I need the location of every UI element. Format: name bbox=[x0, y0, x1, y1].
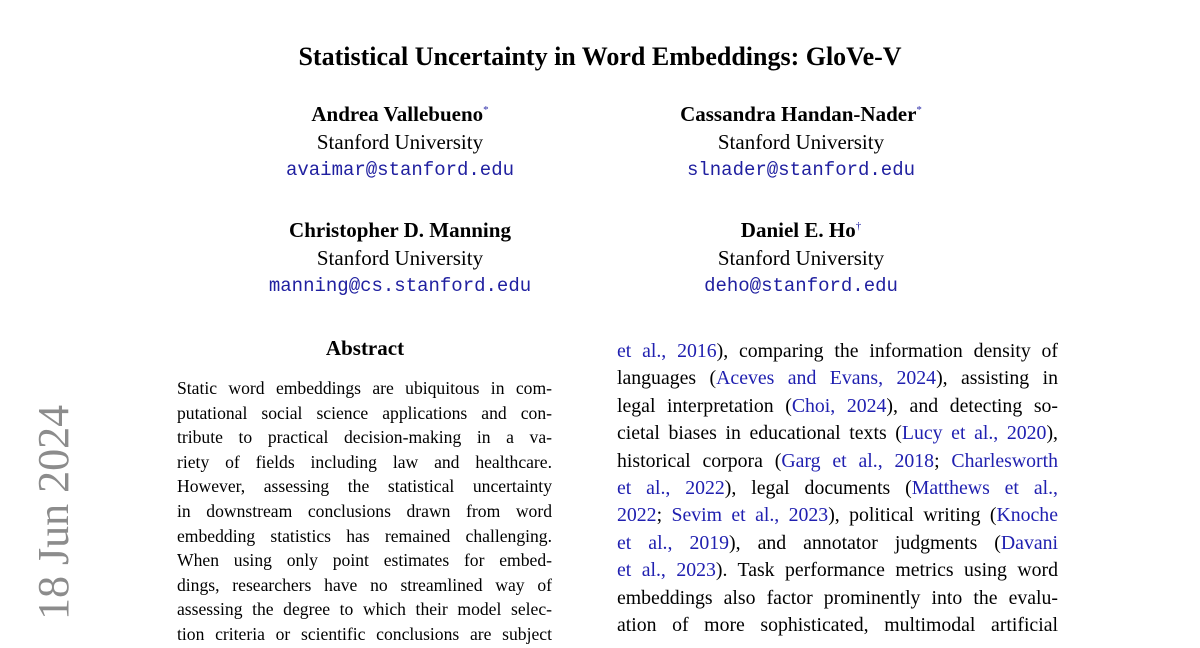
body-text: ). Task performance metrics using word bbox=[715, 559, 1059, 582]
body-text: ; bbox=[656, 504, 672, 527]
abstract-heading: Abstract bbox=[325, 336, 405, 360]
body-line bbox=[617, 393, 1058, 420]
citation-link[interactable]: Lucy et al., 2020 bbox=[901, 422, 1047, 445]
abstract-line: riety of fields including law and healthcare. bbox=[177, 451, 552, 472]
citation-link[interactable]: Aceves and Evans, 2024 bbox=[716, 367, 937, 390]
footnote-mark[interactable]: † bbox=[855, 220, 862, 232]
citation-link[interactable]: et al., 2016 bbox=[617, 340, 717, 362]
body-text: ), bbox=[1046, 422, 1058, 445]
citation-link[interactable]: Charlesworth bbox=[951, 449, 1058, 472]
abstract-line: However, assessing the statistical uncertainty bbox=[177, 476, 552, 497]
abstract-line: dings, researchers have no streamlined way of bbox=[177, 574, 552, 595]
body-text: ), legal documents ( bbox=[724, 476, 912, 499]
body-text: ), assisting in bbox=[936, 367, 1058, 390]
abstract-text bbox=[177, 376, 552, 647]
paper-title: Statistical Uncertainty in Word Embeddings: GloVe-V bbox=[298, 42, 902, 71]
author-name: Daniel E. Ho† bbox=[740, 218, 862, 242]
author-affiliation: Stanford University bbox=[316, 246, 484, 270]
body-line bbox=[617, 557, 1058, 584]
body-line bbox=[617, 338, 1058, 365]
citation-link[interactable]: Choi, 2024 bbox=[791, 394, 887, 417]
abstract-line: embedding statistics has remained challenging. bbox=[177, 525, 552, 546]
citation-link[interactable]: et al., 2022 bbox=[617, 476, 725, 499]
abstract-line: tribute to practical decision-making in a va- bbox=[177, 427, 552, 448]
abstract-line: tion criteria or scientific conclusions are subject bbox=[177, 623, 552, 644]
abstract-line: When using only point estimates for embed- bbox=[177, 550, 552, 571]
citation-link[interactable]: Matthews et al., bbox=[911, 476, 1058, 499]
body-text: ation of more sophisticated, multimodal artificial bbox=[617, 613, 1058, 636]
abstract-line: Static word embeddings are ubiquitous in com- bbox=[177, 378, 552, 398]
body-line bbox=[617, 448, 1058, 475]
author-email[interactable]: deho@stanford.edu bbox=[704, 275, 898, 297]
citation-link[interactable]: Garg et al., 2018 bbox=[781, 449, 935, 472]
author-name: Christopher D. Manning bbox=[289, 218, 511, 242]
author-email[interactable]: manning@cs.stanford.edu bbox=[268, 275, 532, 297]
body-text: ; bbox=[934, 449, 952, 472]
body-line bbox=[617, 585, 1058, 612]
body-text: historical corpora ( bbox=[617, 449, 782, 472]
author-block bbox=[190, 96, 610, 184]
body-line bbox=[617, 612, 1058, 639]
citation-link[interactable]: Davani bbox=[1000, 531, 1058, 554]
body-text: languages ( bbox=[617, 367, 717, 390]
citation-link[interactable]: et al., 2019 bbox=[617, 531, 730, 554]
author-name: Andrea Vallebueno* bbox=[311, 102, 489, 126]
body-line bbox=[617, 365, 1058, 392]
abstract-line: putational social science applications and con- bbox=[177, 402, 552, 423]
author-block bbox=[591, 212, 1011, 300]
arxiv-date-stamp: 18 Jun 2024 bbox=[29, 404, 78, 620]
body-text: legal interpretation ( bbox=[617, 394, 792, 417]
abstract-line: assessing the degree to which their model selec- bbox=[177, 599, 552, 620]
author-name: Cassandra Handan-Nader* bbox=[680, 102, 922, 126]
body-text: ), comparing the information density of bbox=[716, 340, 1058, 362]
author-email[interactable]: avaimar@stanford.edu bbox=[285, 159, 515, 181]
author-affiliation: Stanford University bbox=[717, 130, 885, 154]
footnote-mark[interactable]: * bbox=[483, 104, 489, 116]
footnote-mark[interactable]: * bbox=[916, 104, 922, 116]
citation-link[interactable]: Knoche bbox=[996, 504, 1058, 527]
body-text: ), and annotator judgments ( bbox=[729, 531, 1001, 554]
abstract-line: in downstream conclusions drawn from word bbox=[177, 500, 552, 521]
author-email[interactable]: slnader@stanford.edu bbox=[686, 159, 916, 181]
body-line bbox=[617, 530, 1058, 557]
citation-link[interactable]: 2022 bbox=[617, 504, 657, 527]
author-block bbox=[591, 96, 1011, 184]
body-text: cietal biases in educational texts ( bbox=[617, 422, 902, 445]
author-affiliation: Stanford University bbox=[717, 246, 885, 270]
body-text: ), and detecting so- bbox=[886, 394, 1058, 417]
citation-link[interactable]: Sevim et al., 2023 bbox=[671, 504, 829, 527]
body-line bbox=[617, 420, 1058, 447]
body-text: embeddings also factor prominently into the evalu- bbox=[617, 586, 1058, 609]
body-line bbox=[617, 475, 1058, 502]
body-line bbox=[617, 502, 1058, 529]
body-column-right bbox=[617, 338, 1058, 639]
author-block bbox=[190, 212, 610, 300]
body-text: ), political writing ( bbox=[828, 504, 997, 527]
citation-link[interactable]: et al., 2023 bbox=[617, 559, 716, 582]
author-affiliation: Stanford University bbox=[316, 130, 484, 154]
